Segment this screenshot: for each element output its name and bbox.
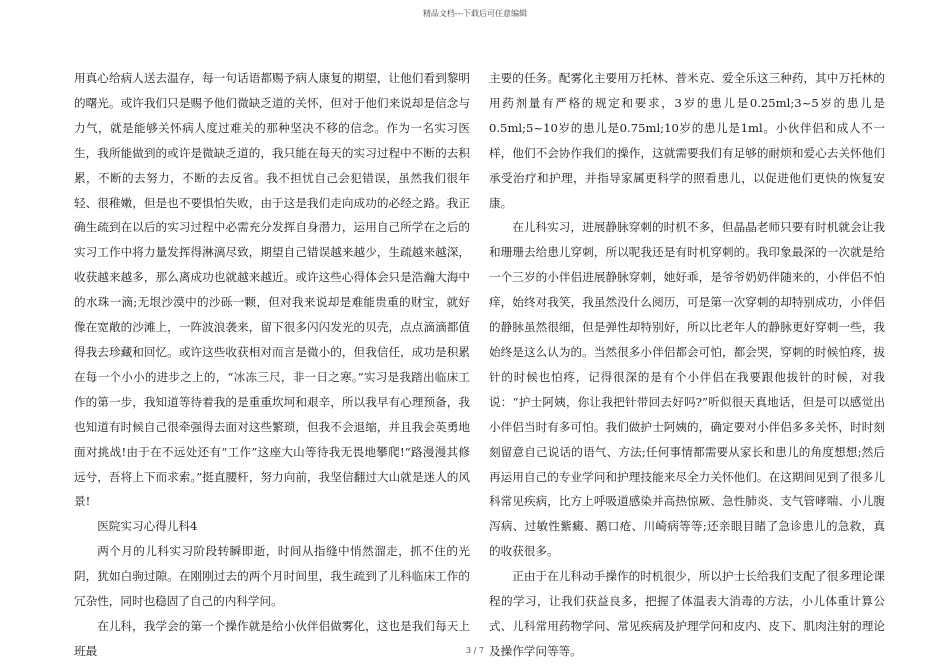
page-header: 精品文档---下载后可任意编辑 [422,9,528,18]
paragraph: 在儿科，我学会的第一个操作就是给小伙伴侣做雾化，这也是我们每天上班最 [74,618,470,658]
paragraph: 主要的任务。配雾化主要用万托林、普米克、爱全乐这三种药，其中万托林的用药剂量有严格的规定和要求，3岁的患儿是0.25ml;3~5岁的患儿是0.5ml;5~10岁的患儿是0.75ml;10岁的患儿是1ml。小伙伴侣和成人不一样，他们不会协作我们的操作，这就需要我们有足够的耐烦和爱心去关怀他们承受治疗和护理，并指导家属更科学的照看患儿，以促进他们更快的恢复安康。 [489,71,885,210]
paragraph: 两个月的儿科实习阶段转瞬即逝，时间从指缝中悄然溜走，抓不住的光阴，犹如白驹过隙。在刚刚过去的两个月时间里，我生疏到了儿科临床工作的冗杂性，同时也稳固了自己的内科学问。 [74,544,470,609]
right-column [489,66,885,664]
page-number: 3 / 7 [466,646,484,655]
paragraph: 在儿科实习，进展静脉穿刺的时机不多，但晶晶老师只要有时机就会让我和珊珊去给患儿穿刺，所以呢我还是有时机穿刺的。我印象最深的一次就是给一个三岁的小伴侣进展静脉穿刺，她好乖，是爷爷奶奶伴随来的，小伴侣不怕痒，始终对我笑，我虽然没什么阅历，可是第一次穿刺的却特别成功，小伴侣的静脉虽然很细，但是弹性却特别好，所以比老年人的静脉更好穿刺一些，我始终是这么认为的。当然很多小伴侣都会可怕，都会哭，穿刺的时候怕疼，拔针的时候也怕疼，记得很深的是有个小伴侣在我要跟他拔针的时候，对我说：“护士阿姨，你让我把针带回去好吗?”听似很天真地话，但是可以感觉出小伴侣当时有多可怕。我们做护士阿姨的，确定要对小伴侣多多关怀，时时刻刻留意自己说话的语气、方法;任何事情都需要从家长和患儿的角度想想;然后再运用自己的专业学问和护理技能来尽全力关怀他们。在这期间见到了很多儿科常见疾病，比方上呼吸道感染并高热惊厥、急性肺炎、支气管哮喘、小儿腹泻病、过敏性紫癜、鹅口疮、川崎病等等;还亲眼目睹了急诊患儿的急救，真的收获很多。 [489,220,885,559]
paragraph: 用真心给病人送去温存，每一句话语都赐予病人康复的期望，让他们看到黎明的曙光。或许我们只是赐予他们微缺乏道的关怀，但对于他们来说却是信念与力气，就是能够关怀病人度过难关的那种坚决不移的信念。作为一名实习医生，我所能做到的或许是微缺乏道的，我只能在每天的实习过程中不断的去积累，不断的去努力，不断的去反省。我不担忧自己会犯错误，虽然我们很年轻、很稚嫩，但是也不要惧怕失败，由于这是我们走向成功的必经之路。我正确生疏到在以后的实习过程中必需充分发挥自身潜力，运用自己所学在之后的实习工作中将力量发挥得淋漓尽致，期望自己错误越来越少，生疏越来越深，收获越来越多，那么离成功也就越来越近。或许这些心得体会只是浩瀚大海中的水珠一滴;无垠沙漠中的沙砾一颗，但对我来说却是难能贵重的财宝，就好像在宽敞的沙滩上，一阵波浪袭来，留下很多闪闪发光的贝壳，点点滴滴都值得我去珍藏和回忆。或许这些收获相对而言是微小的，但我信任，成功是积累在每一个小小的进步之上的，“冰冻三尺，非一日之寒。”实习是我踏出临床工作的第一步，我知道等待着我的是重重坎坷和艰辛，所以我早有心理预备，我也知道有时候自己很牵强得去面对这些繁琐，但我不会退缩，并且我会英勇地面对挑战!由于在不远处还有“工作”这座大山等待我无畏地攀爬!“路漫漫其修远兮，吾将上下而求索。”挺直腰杆，努力向前，我坚信翻过大山就是迷人的风景! [74,71,470,509]
section-heading: 医院实习心得儿科4 [97,519,198,534]
left-column [74,66,470,664]
paragraph: 正由于在儿科动手操作的时机很少，所以护士长给我们支配了很多理论课程的学习，让我们获益良多，把握了体温表大消毒的方法，小儿体重计算公式、儿科常用药物学问、常见疾病及护理学问和皮内、皮下、肌肉注射的理论及操作学问等等。 [489,569,885,658]
